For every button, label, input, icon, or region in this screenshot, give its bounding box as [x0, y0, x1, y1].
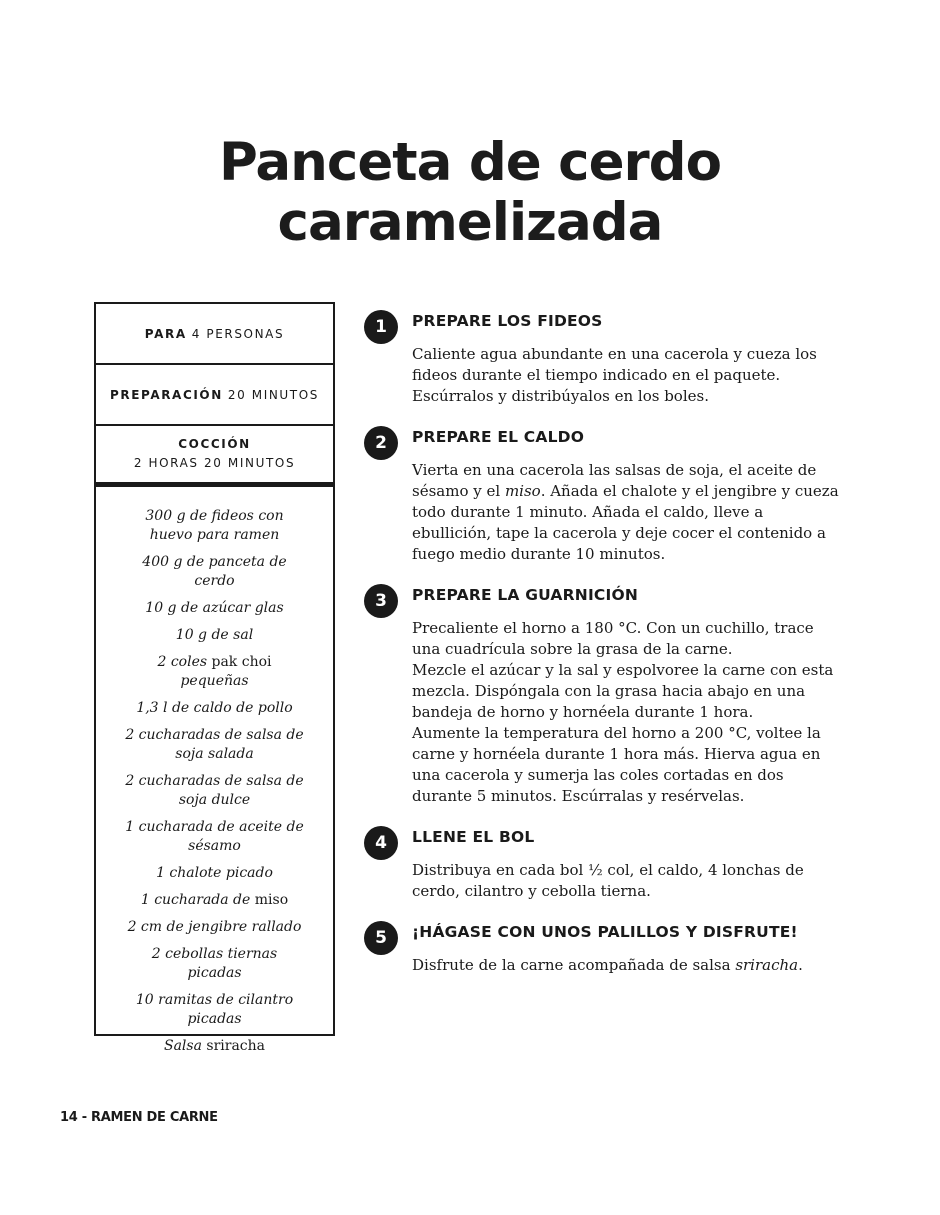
ingredient-item: 2 cebollas tiernas picadas [151, 946, 278, 981]
recipe-steps [364, 310, 844, 995]
step-3 [364, 584, 844, 807]
step-text: Precaliente el horno a 180 °C. Con un cuchillo, trace una cuadrícula sobre la grasa de la carne. Mezcle el azúcar y la sal y espolvoree la carne con esta mezcla. Dispóngala con la grasa hacia abajo en una bandeja de horno y hornéela durante 1 hora. Aumente la temperatura del horno a 200 °C, voltee la carne y hornéela durante 1 hora más. Hierva agua en una cacerola y sumerja las coles cortadas en dos durante 5 minutos. Escúrralas y resérvelas. [412, 619, 834, 805]
ingredient-item: 2 cucharadas de salsa de soja dulce [125, 773, 304, 808]
step-number-badge: 5 [364, 921, 398, 955]
cook-time-label: COCCIÓN [178, 437, 251, 451]
step-5 [364, 921, 844, 976]
step-1 [364, 310, 844, 407]
recipe-title [0, 133, 940, 253]
step-heading: PREPARE EL CALDO [412, 428, 585, 446]
step-heading: LLENE EL BOL [412, 828, 535, 846]
ingredients-list [96, 487, 333, 1056]
step-number-badge: 3 [364, 584, 398, 618]
ingredient-item: 400 g de panceta de cerdo [142, 554, 287, 589]
ingredient-item: 10 g de sal [175, 627, 254, 643]
recipe-title-line-1: Panceta de cerdo [218, 132, 722, 193]
step-number-badge: 4 [364, 826, 398, 860]
ingredient-item: Salsa sriracha [163, 1038, 265, 1054]
servings-value: 4 PERSONAS [191, 326, 285, 341]
step-text: Disfrute de la carne acompañada de salsa sriracha. [412, 956, 803, 974]
ingredient-item: 1 cucharada de aceite de sésamo [125, 819, 304, 854]
prep-time-value: 20 MINUTOS [227, 387, 319, 402]
step-heading: ¡HÁGASE CON UNOS PALILLOS Y DISFRUTE! [412, 923, 798, 941]
step-text: Vierta en una cacerola las salsas de soja, el aceite de sésamo y el miso. Añada el chalote y el jengibre y cueza todo durante 1 minuto. Añada el caldo, lleve a ebullición, tape la cacerola y deje cocer el contenido a fuego medio durante 10 minutos. [412, 461, 839, 563]
ingredient-item: 10 ramitas de cilantro picadas [135, 992, 294, 1027]
prep-time-row [96, 365, 333, 426]
step-4 [364, 826, 844, 902]
step-text: Distribuya en cada bol ½ col, el caldo, 4 lonchas de cerdo, cilantro y cebolla tierna. [412, 861, 804, 900]
ingredient-item: 1 cucharada de miso [140, 892, 289, 908]
step-number-badge: 2 [364, 426, 398, 460]
servings-label: PARA [144, 326, 187, 341]
ingredient-item: 10 g de azúcar glas [145, 600, 284, 616]
prep-time-label: PREPARACIÓN [110, 387, 223, 402]
ingredient-item: 1 chalote picado [156, 865, 273, 881]
step-heading: PREPARE LA GUARNICIÓN [412, 586, 638, 604]
step-heading: PREPARE LOS FIDEOS [412, 312, 603, 330]
ingredient-item: 2 cm de jengibre rallado [127, 919, 302, 935]
recipe-title-line-2: caramelizada [277, 192, 663, 253]
step-2 [364, 426, 844, 565]
ingredient-item: 2 cucharadas de salsa de soja salada [125, 727, 304, 762]
recipe-info-box [94, 302, 335, 1054]
ingredient-item: 1,3 l de caldo de pollo [136, 700, 293, 716]
page-footer: 14 - RAMEN DE CARNE [60, 1110, 218, 1125]
cook-time-row [96, 426, 333, 487]
cook-time-value: 2 HORAS 20 MINUTOS [133, 456, 296, 470]
servings-row [96, 304, 333, 365]
ingredient-item: 2 coles pak choi pequeñas [157, 654, 272, 689]
ingredient-item: 300 g de fideos con huevo para ramen [145, 508, 284, 543]
step-number-badge: 1 [364, 310, 398, 344]
step-text: Caliente agua abundante en una cacerola y cueza los fideos durante el tiempo indicado en el paquete. Escúrralos y distribúyalos en los boles. [412, 345, 817, 405]
